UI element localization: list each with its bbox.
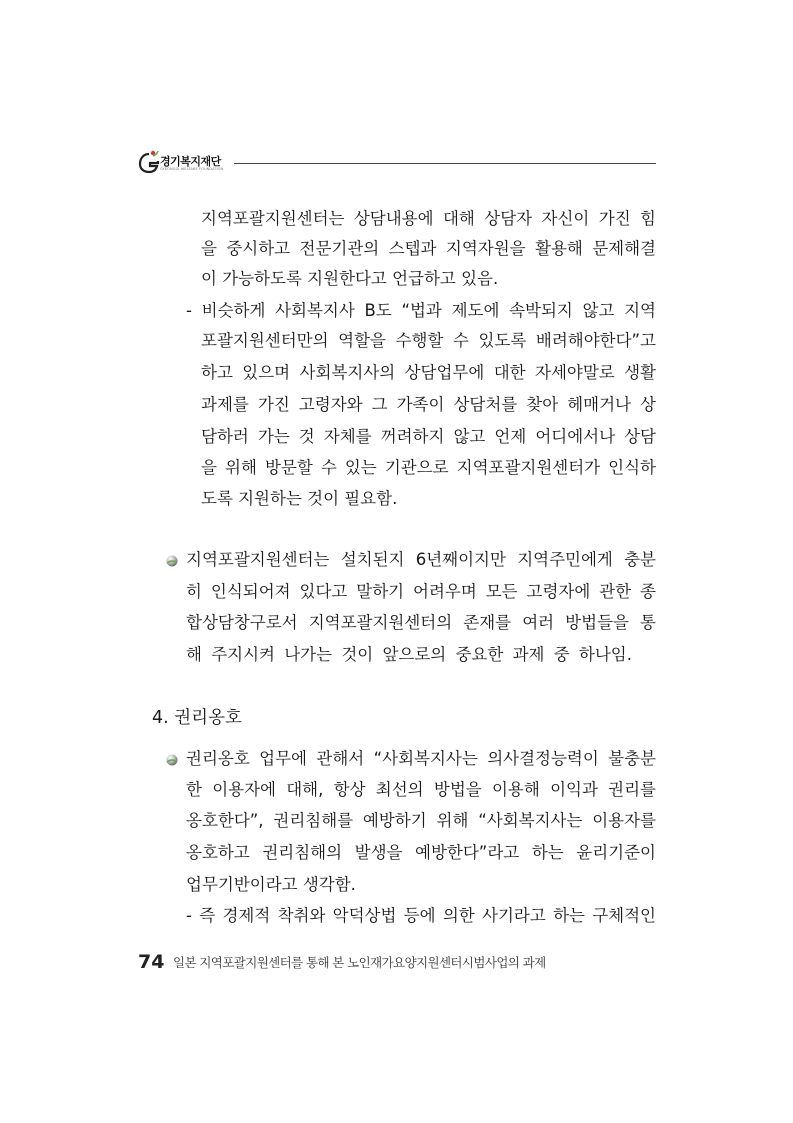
text-line: 이 가능하도록 지원한다고 언급하고 있음. <box>201 269 499 288</box>
page-number: 74 <box>138 951 165 973</box>
page-header <box>138 146 656 176</box>
header-rule <box>234 163 656 164</box>
text-line: 하고 있으며 사회복지사의 상담업무에 대한 자세야말로 생활 <box>201 363 656 382</box>
text-line: 포괄지원센터만의 역할을 수행할 수 있도록 배려해야한다”고 <box>201 331 656 350</box>
text-line: 과제를 가진 고령자와 그 가족이 상담처를 찾아 헤매거나 상 <box>201 395 656 414</box>
org-name: 경기복지재단 <box>160 155 221 168</box>
bullet-icon <box>165 753 179 767</box>
text-line: 권리옹호 업무에 관해서 “사회복지사는 의사결정능력이 불충분 <box>186 749 656 768</box>
text-line: 한 이용자에 대해, 항상 최선의 방법을 이용해 이익과 권리를 <box>186 780 656 799</box>
text-line: 도록 지원하는 것이 필요함. <box>201 489 398 508</box>
text-line: 담하러 가는 것 자체를 꺼려하지 않고 언제 어디에서나 상담 <box>201 427 656 446</box>
text-line: 업무기반이라고 생각함. <box>186 875 356 894</box>
foundation-logo-icon <box>138 148 160 174</box>
running-footer-title: 일본 지역포괄지원센터를 통해 본 노인재가요양지원센터시범사업의 과제 <box>173 955 546 970</box>
text-line: - 즉 경제적 착취와 악덕상법 등에 의한 사기라고 하는 구체적인 <box>186 906 656 925</box>
text-line: 을 중시하고 전문기관의 스텝과 지역자원을 활용해 문제해결 <box>201 239 656 258</box>
text-line: 지역포괄지원센터는 상담내용에 대해 상담자 자신이 가진 힘 <box>201 209 656 228</box>
text-line: 옹호하고 권리침해의 발생을 예방한다”라고 하는 윤리기준이 <box>186 843 656 862</box>
text-line: 을 위해 방문할 수 있는 기관으로 지역포괄지원센터가 인식하 <box>201 458 656 477</box>
text-line: 지역포괄지원센터는 설치된지 6년째이지만 지역주민에게 충분 <box>186 550 656 569</box>
text-line: - 비슷하게 사회복지사 B도 “법과 제도에 속박되지 않고 지역 <box>186 301 656 320</box>
text-line: 히 인식되어져 있다고 말하기 어려우며 모든 고령자에 관한 종 <box>186 582 656 601</box>
text-line: 해 주지시켜 나가는 것이 앞으로의 중요한 과제 중 하나임. <box>186 645 632 664</box>
text-line: 옹호한다”, 권리침해를 예방하기 위해 “사회복지사는 이용자를 <box>186 811 656 830</box>
text-line: 합상담창구로서 지역포괄지원센터의 존재를 여러 방법들을 통 <box>186 613 656 632</box>
section-heading: 4. 권리옹호 <box>152 708 242 728</box>
org-name-en: GYEONGGI WELFARE FOUNDATION <box>160 167 224 171</box>
bullet-icon <box>165 554 179 568</box>
